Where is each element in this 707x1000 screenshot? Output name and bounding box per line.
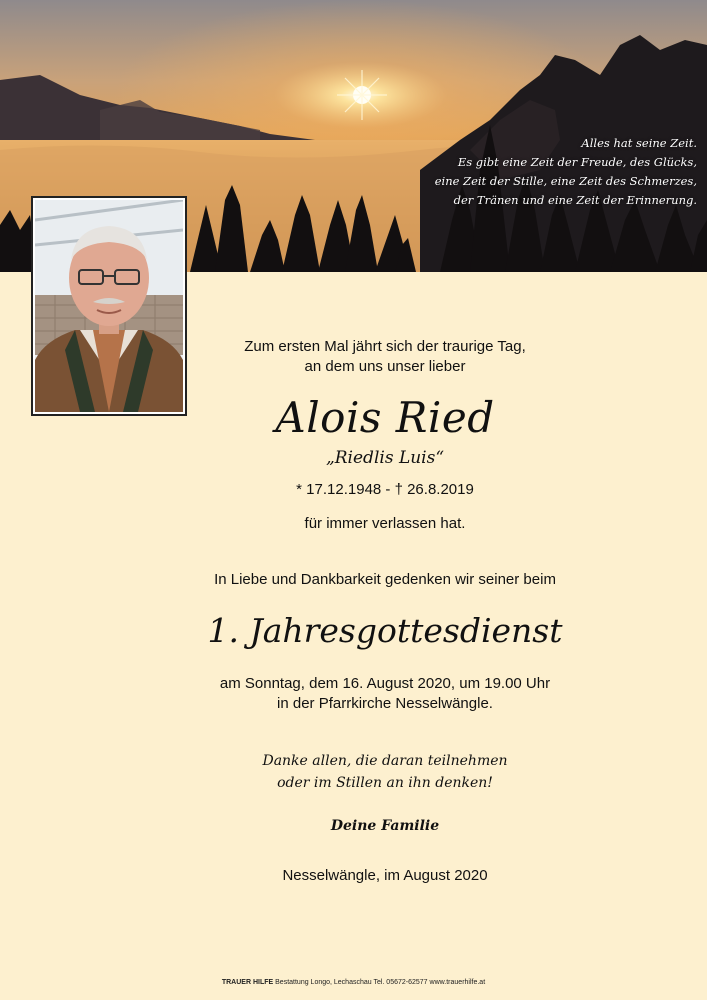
quote-text bbox=[397, 134, 697, 210]
thanks-line: Danke allen, die daran teilnehmen bbox=[262, 753, 508, 769]
footer-contact: Bestattung Longo, Lechaschau Tel. 05672-62577 www.trauerhilfe.at bbox=[273, 979, 486, 986]
quote-line: Es gibt eine Zeit der Freude, des Glücks, bbox=[457, 155, 697, 169]
service-details bbox=[200, 674, 570, 714]
passed-away-text: für immer verlassen hat. bbox=[304, 515, 466, 532]
deceased-nickname: „Riedlis Luis“ bbox=[325, 448, 445, 468]
intro-line: Zum ersten Mal jährt sich der traurige Tag, bbox=[244, 338, 526, 355]
footer-funeral-service bbox=[0, 979, 707, 986]
portrait-photo bbox=[35, 200, 183, 412]
quote-line: eine Zeit der Stille, eine Zeit des Schmerzes, bbox=[434, 174, 697, 188]
quote-line: Alles hat seine Zeit. bbox=[581, 136, 697, 150]
deceased-name: Alois Ried bbox=[275, 393, 495, 442]
memory-text: In Liebe und Dankbarkeit gedenken wir seiner beim bbox=[214, 571, 556, 588]
service-location: in der Pfarrkirche Nesselwängle. bbox=[277, 695, 493, 712]
footer-brand: TRAUER HILFE bbox=[221, 979, 274, 986]
thanks-line: oder im Stillen an ihn denken! bbox=[277, 775, 493, 791]
portrait-photo-frame bbox=[31, 196, 187, 416]
service-title: 1. Jahresgottesdienst bbox=[207, 611, 563, 650]
intro-text bbox=[200, 337, 570, 377]
place-and-date: Nesselwängle, im August 2020 bbox=[282, 867, 488, 884]
service-date-time: am Sonntag, dem 16. August 2020, um 19.00 Uhr bbox=[219, 675, 551, 692]
quote-line: der Tränen und eine Zeit der Erinnerung. bbox=[453, 193, 697, 207]
thanks-text bbox=[200, 750, 570, 794]
life-dates: * 17.12.1948 - † 26.8.2019 bbox=[296, 481, 474, 498]
intro-line: an dem uns unser lieber bbox=[304, 358, 466, 375]
family-signature: Deine Familie bbox=[330, 818, 440, 834]
